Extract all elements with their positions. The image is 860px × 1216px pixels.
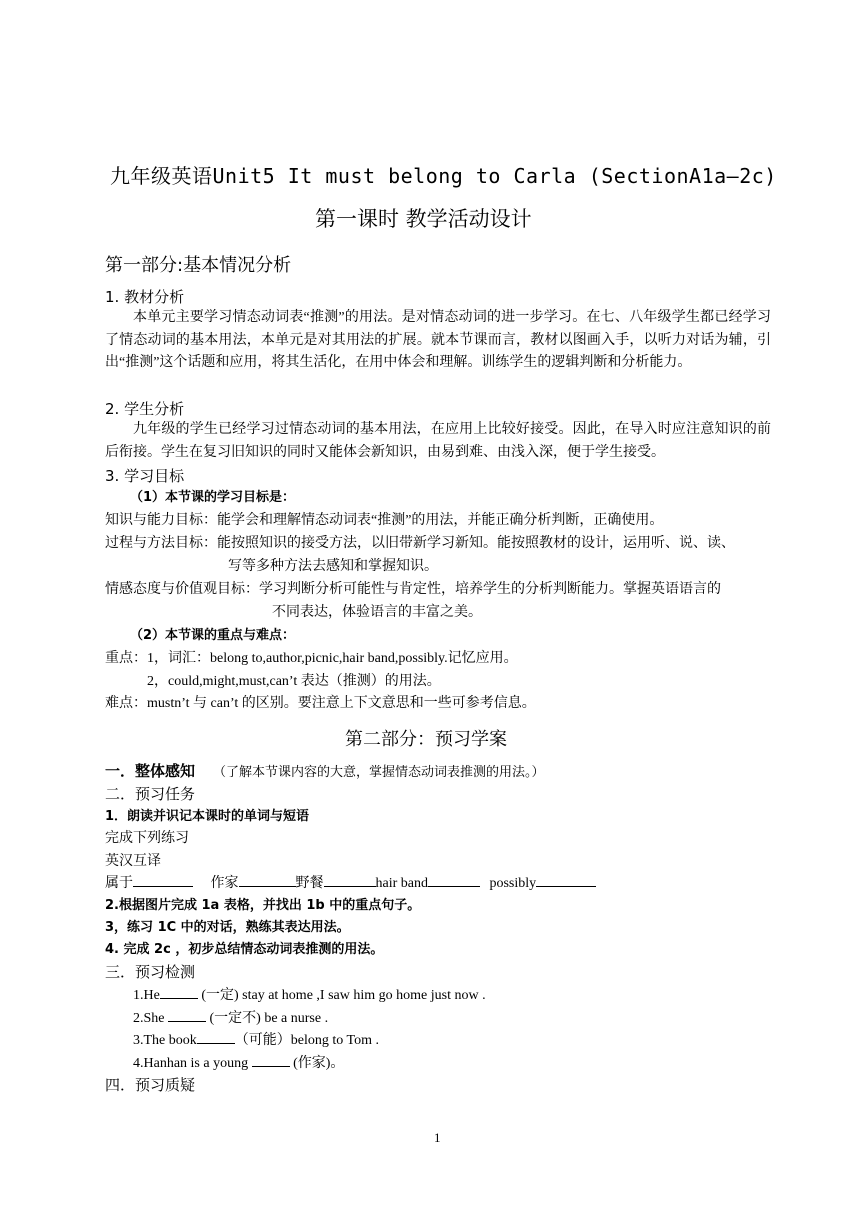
check-item-3 bbox=[133, 1029, 379, 1052]
difficulty: 难点：mustn’t 与 can’t 的区别。要注意上下文意思和一些可参考信息。 bbox=[105, 696, 536, 711]
section1-heading: 1. 教材分析 bbox=[105, 288, 185, 306]
vocab-term: 作家 bbox=[210, 876, 239, 891]
vocab-exercise bbox=[105, 872, 596, 895]
preview-check-heading: 三．预习检测 bbox=[105, 963, 196, 981]
section1-text: 本单元主要学习情态动词表“推测”的用法。是对情态动词的进一步学习。在七、八年级学生都已经学习了情态动词的基本用法，本单元是对其用法的扩展。就本节课而言，教材以图画入手，以听力对话为辅，引出“推测”这个话题和应用，将其生活化，在用中体会和理解。训练学生的逻辑判断和分析能力。 bbox=[105, 310, 771, 370]
key-points-heading: （2）本节课的重点与难点： bbox=[130, 628, 296, 643]
vocab-term: possibly bbox=[489, 876, 537, 891]
answer-blank[interactable] bbox=[197, 1029, 235, 1044]
section3-heading: 3. 学习目标 bbox=[105, 467, 185, 485]
objective-knowledge bbox=[105, 509, 663, 532]
vocab-blank[interactable] bbox=[428, 872, 480, 887]
answer-blank[interactable] bbox=[168, 1007, 206, 1022]
check-item-2 bbox=[133, 1007, 328, 1030]
objective-emotion-line2: 不同表达，体验语言的丰富之美。 bbox=[272, 605, 482, 620]
check-item-text: 3.The book bbox=[133, 1033, 197, 1048]
preview-questions-heading: 四．预习质疑 bbox=[105, 1076, 196, 1094]
objective-knowledge-label: 知识与能力目标： bbox=[105, 513, 217, 528]
part1-heading: 第一部分:基本情况分析 bbox=[105, 255, 292, 276]
overview-note: （了解本节课内容的大意，掌握情态动词表推测的用法。） bbox=[213, 764, 545, 779]
objective-process-line1: 能按照知识的接受方法，以旧带新学习新知。能按照教材的设计，运用听、说、读、 bbox=[217, 536, 735, 551]
check-item-text: (一定不) be a nurse . bbox=[209, 1011, 329, 1026]
check-item-text: （可能）belong to Tom . bbox=[234, 1033, 379, 1048]
task-4: 4. 完成 2c ，初步总结情态动词表推测的用法。 bbox=[105, 942, 384, 957]
document-title: 九年级英语Unit5 It must belong to Carla (SectionA1a—2c) bbox=[110, 164, 777, 188]
check-item-text: 2.She bbox=[133, 1011, 168, 1026]
task-2: 2.根据图片完成 1a 表格，并找出 1b 中的重点句子。 bbox=[105, 898, 421, 913]
objective-process-line2: 写等多种方法去感知和掌握知识。 bbox=[228, 559, 438, 574]
check-item-1 bbox=[133, 984, 486, 1007]
document-subtitle: 第一课时 教学活动设计 bbox=[315, 207, 532, 231]
part2-heading: 第二部分：预习学案 bbox=[345, 729, 507, 750]
task-1-sub2: 英汉互译 bbox=[105, 854, 161, 869]
vocab-blank[interactable] bbox=[239, 872, 296, 887]
task-1: 1．朗读并识记本课时的单词与短语 bbox=[105, 809, 310, 824]
preview-tasks-heading: 二．预习任务 bbox=[105, 785, 196, 803]
check-item-text: (作家)。 bbox=[293, 1056, 345, 1071]
check-item-4 bbox=[133, 1052, 344, 1075]
answer-blank[interactable] bbox=[160, 984, 198, 999]
objective-process bbox=[105, 532, 735, 555]
vocab-blank[interactable] bbox=[133, 872, 193, 887]
section2-text: 九年级的学生已经学习过情态动词的基本用法，在应用上比较好接受。因此，在导入时应注意知识的前后衔接。学生在复习旧知识的同时又能体会新知识，由易到难、由浅入深，便于学生接受。 bbox=[105, 422, 771, 460]
objective-emotion bbox=[105, 578, 721, 601]
page-number: 1 bbox=[434, 1130, 441, 1145]
objective-emotion-line1: 学习判断分析可能性与肯定性，培养学生的分析判断能力。掌握英语语言的 bbox=[259, 582, 721, 597]
vocab-term: hair band bbox=[375, 876, 428, 891]
overview-line bbox=[105, 760, 545, 781]
vocab-blank[interactable] bbox=[536, 872, 596, 887]
objective-knowledge-text: 能学会和理解情态动词表“推测”的用法，并能正确分析判断，正确使用。 bbox=[217, 513, 664, 528]
objectives-heading: （1）本节课的学习目标是： bbox=[130, 490, 296, 505]
overview-heading: 一．整体感知 bbox=[105, 762, 196, 780]
check-item-text: 1.He bbox=[133, 988, 160, 1003]
section2-heading: 2. 学生分析 bbox=[105, 400, 185, 418]
key-point-2: 2，could,might,must,can’t 表达（推测）的用法。 bbox=[147, 674, 441, 689]
task-1-sub1: 完成下列练习 bbox=[105, 831, 189, 846]
vocab-term: 野餐 bbox=[295, 876, 324, 891]
answer-blank[interactable] bbox=[252, 1052, 290, 1067]
key-point-1: 重点：1，词汇：belong to,author,picnic,hair band,possibly.记忆应用。 bbox=[105, 651, 518, 666]
objective-emotion-label: 情感态度与价值观目标： bbox=[105, 582, 259, 597]
check-item-text: 4.Hanhan is a young bbox=[133, 1056, 252, 1071]
check-item-text: (一定) stay at home ,I saw him go home just now . bbox=[201, 988, 486, 1003]
task-3: 3，练习 1C 中的对话，熟练其表达用法。 bbox=[105, 920, 350, 935]
vocab-term: 属于 bbox=[105, 876, 133, 891]
objective-process-label: 过程与方法目标： bbox=[105, 536, 217, 551]
vocab-blank[interactable] bbox=[324, 872, 376, 887]
